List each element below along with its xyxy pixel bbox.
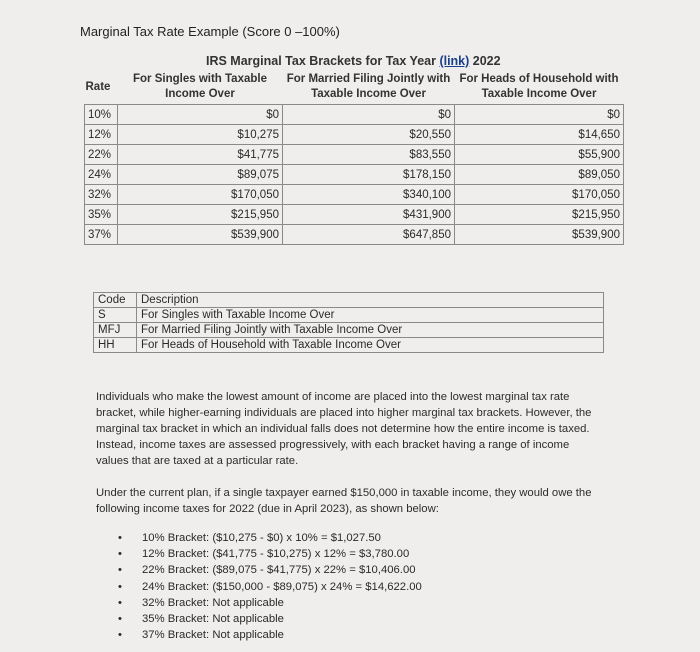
list-item: • 24% Bracket: ($150,000 - $89,075) x 24% = $14,622.00	[118, 579, 422, 595]
mfj-cell: $83,550	[283, 145, 455, 165]
table-row	[94, 338, 604, 353]
hoh-cell: $170,050	[455, 185, 624, 205]
header-rate: Rate	[85, 70, 118, 105]
rate-cell: 22%	[85, 145, 118, 165]
caption-year: 2022	[469, 54, 501, 68]
rate-table-header	[85, 70, 624, 105]
list-item: • 10% Bracket: ($10,275 - $0) x 10% = $1,027.50	[118, 530, 422, 546]
header-description: Description	[137, 293, 604, 308]
table-row	[85, 205, 624, 225]
description-cell: For Married Filing Jointly with Taxable Income Over	[137, 323, 604, 338]
table-row	[85, 125, 624, 145]
rate-table-caption	[206, 54, 501, 68]
table-row	[85, 105, 624, 125]
list-item: • 32% Bracket: Not applicable	[118, 595, 422, 611]
hoh-cell: $0	[455, 105, 624, 125]
hoh-cell: $55,900	[455, 145, 624, 165]
mfj-cell: $340,100	[283, 185, 455, 205]
table-row	[85, 165, 624, 185]
mfj-cell: $647,850	[283, 225, 455, 245]
header-code: Code	[94, 293, 137, 308]
rate-cell: 37%	[85, 225, 118, 245]
hoh-cell: $14,650	[455, 125, 624, 145]
rate-cell: 32%	[85, 185, 118, 205]
table-row	[85, 145, 624, 165]
description-cell: For Heads of Household with Taxable Income Over	[137, 338, 604, 353]
singles-cell: $0	[118, 105, 283, 125]
irs-link[interactable]: (link)	[439, 54, 470, 68]
singles-cell: $215,950	[118, 205, 283, 225]
explanation-paragraph: Individuals who make the lowest amount of income are placed into the lowest marginal tax rate bracket, while higher-earning individuals are placed into higher marginal tax brackets. However, the marginal tax bracket in which an individual falls does not determine how the entire income is taxed. Instead, income taxes are assessed progressively, with each bracket having a range of income values that are taxed at a particular rate.	[96, 391, 592, 468]
mfj-cell: $0	[283, 105, 455, 125]
list-item: • 37% Bracket: Not applicable	[118, 627, 422, 643]
singles-cell: $41,775	[118, 145, 283, 165]
hoh-cell: $215,950	[455, 205, 624, 225]
rate-cell: 24%	[85, 165, 118, 185]
table-row	[94, 308, 604, 323]
caption-text: IRS Marginal Tax Brackets for Tax Year	[206, 54, 440, 68]
singles-cell: $539,900	[118, 225, 283, 245]
list-item: • 35% Bracket: Not applicable	[118, 611, 422, 627]
mfj-cell: $431,900	[283, 205, 455, 225]
code-cell: MFJ	[94, 323, 137, 338]
code-cell: HH	[94, 338, 137, 353]
singles-cell: $10,275	[118, 125, 283, 145]
header-hoh: For Heads of Household with Taxable Income Over	[455, 70, 624, 105]
table-row	[94, 323, 604, 338]
code-table	[93, 292, 604, 353]
hoh-cell: $89,050	[455, 165, 624, 185]
page-title: Marginal Tax Rate Example (Score 0 –100%)	[80, 24, 340, 39]
code-cell: S	[94, 308, 137, 323]
singles-cell: $170,050	[118, 185, 283, 205]
header-mfj: For Married Filing Jointly with Taxable Income Over	[283, 70, 455, 105]
example-intro-paragraph: Under the current plan, if a single taxpayer earned $150,000 in taxable income, they would owe the following income taxes for 2022 (due in April 2023), as shown below:	[96, 487, 592, 516]
header-singles: For Singles with Taxable Income Over	[118, 70, 283, 105]
list-item: • 12% Bracket: ($41,775 - $10,275) x 12% = $3,780.00	[118, 546, 422, 562]
rate-cell: 12%	[85, 125, 118, 145]
code-table-header	[94, 293, 604, 308]
rate-cell: 10%	[85, 105, 118, 125]
bracket-calculation-list	[118, 530, 422, 643]
hoh-cell: $539,900	[455, 225, 624, 245]
rate-cell: 35%	[85, 205, 118, 225]
list-item: • 22% Bracket: ($89,075 - $41,775) x 22% = $10,406.00	[118, 562, 422, 578]
table-row	[85, 185, 624, 205]
table-row	[85, 225, 624, 245]
mfj-cell: $20,550	[283, 125, 455, 145]
rate-table	[84, 70, 624, 245]
description-cell: For Singles with Taxable Income Over	[137, 308, 604, 323]
mfj-cell: $178,150	[283, 165, 455, 185]
singles-cell: $89,075	[118, 165, 283, 185]
